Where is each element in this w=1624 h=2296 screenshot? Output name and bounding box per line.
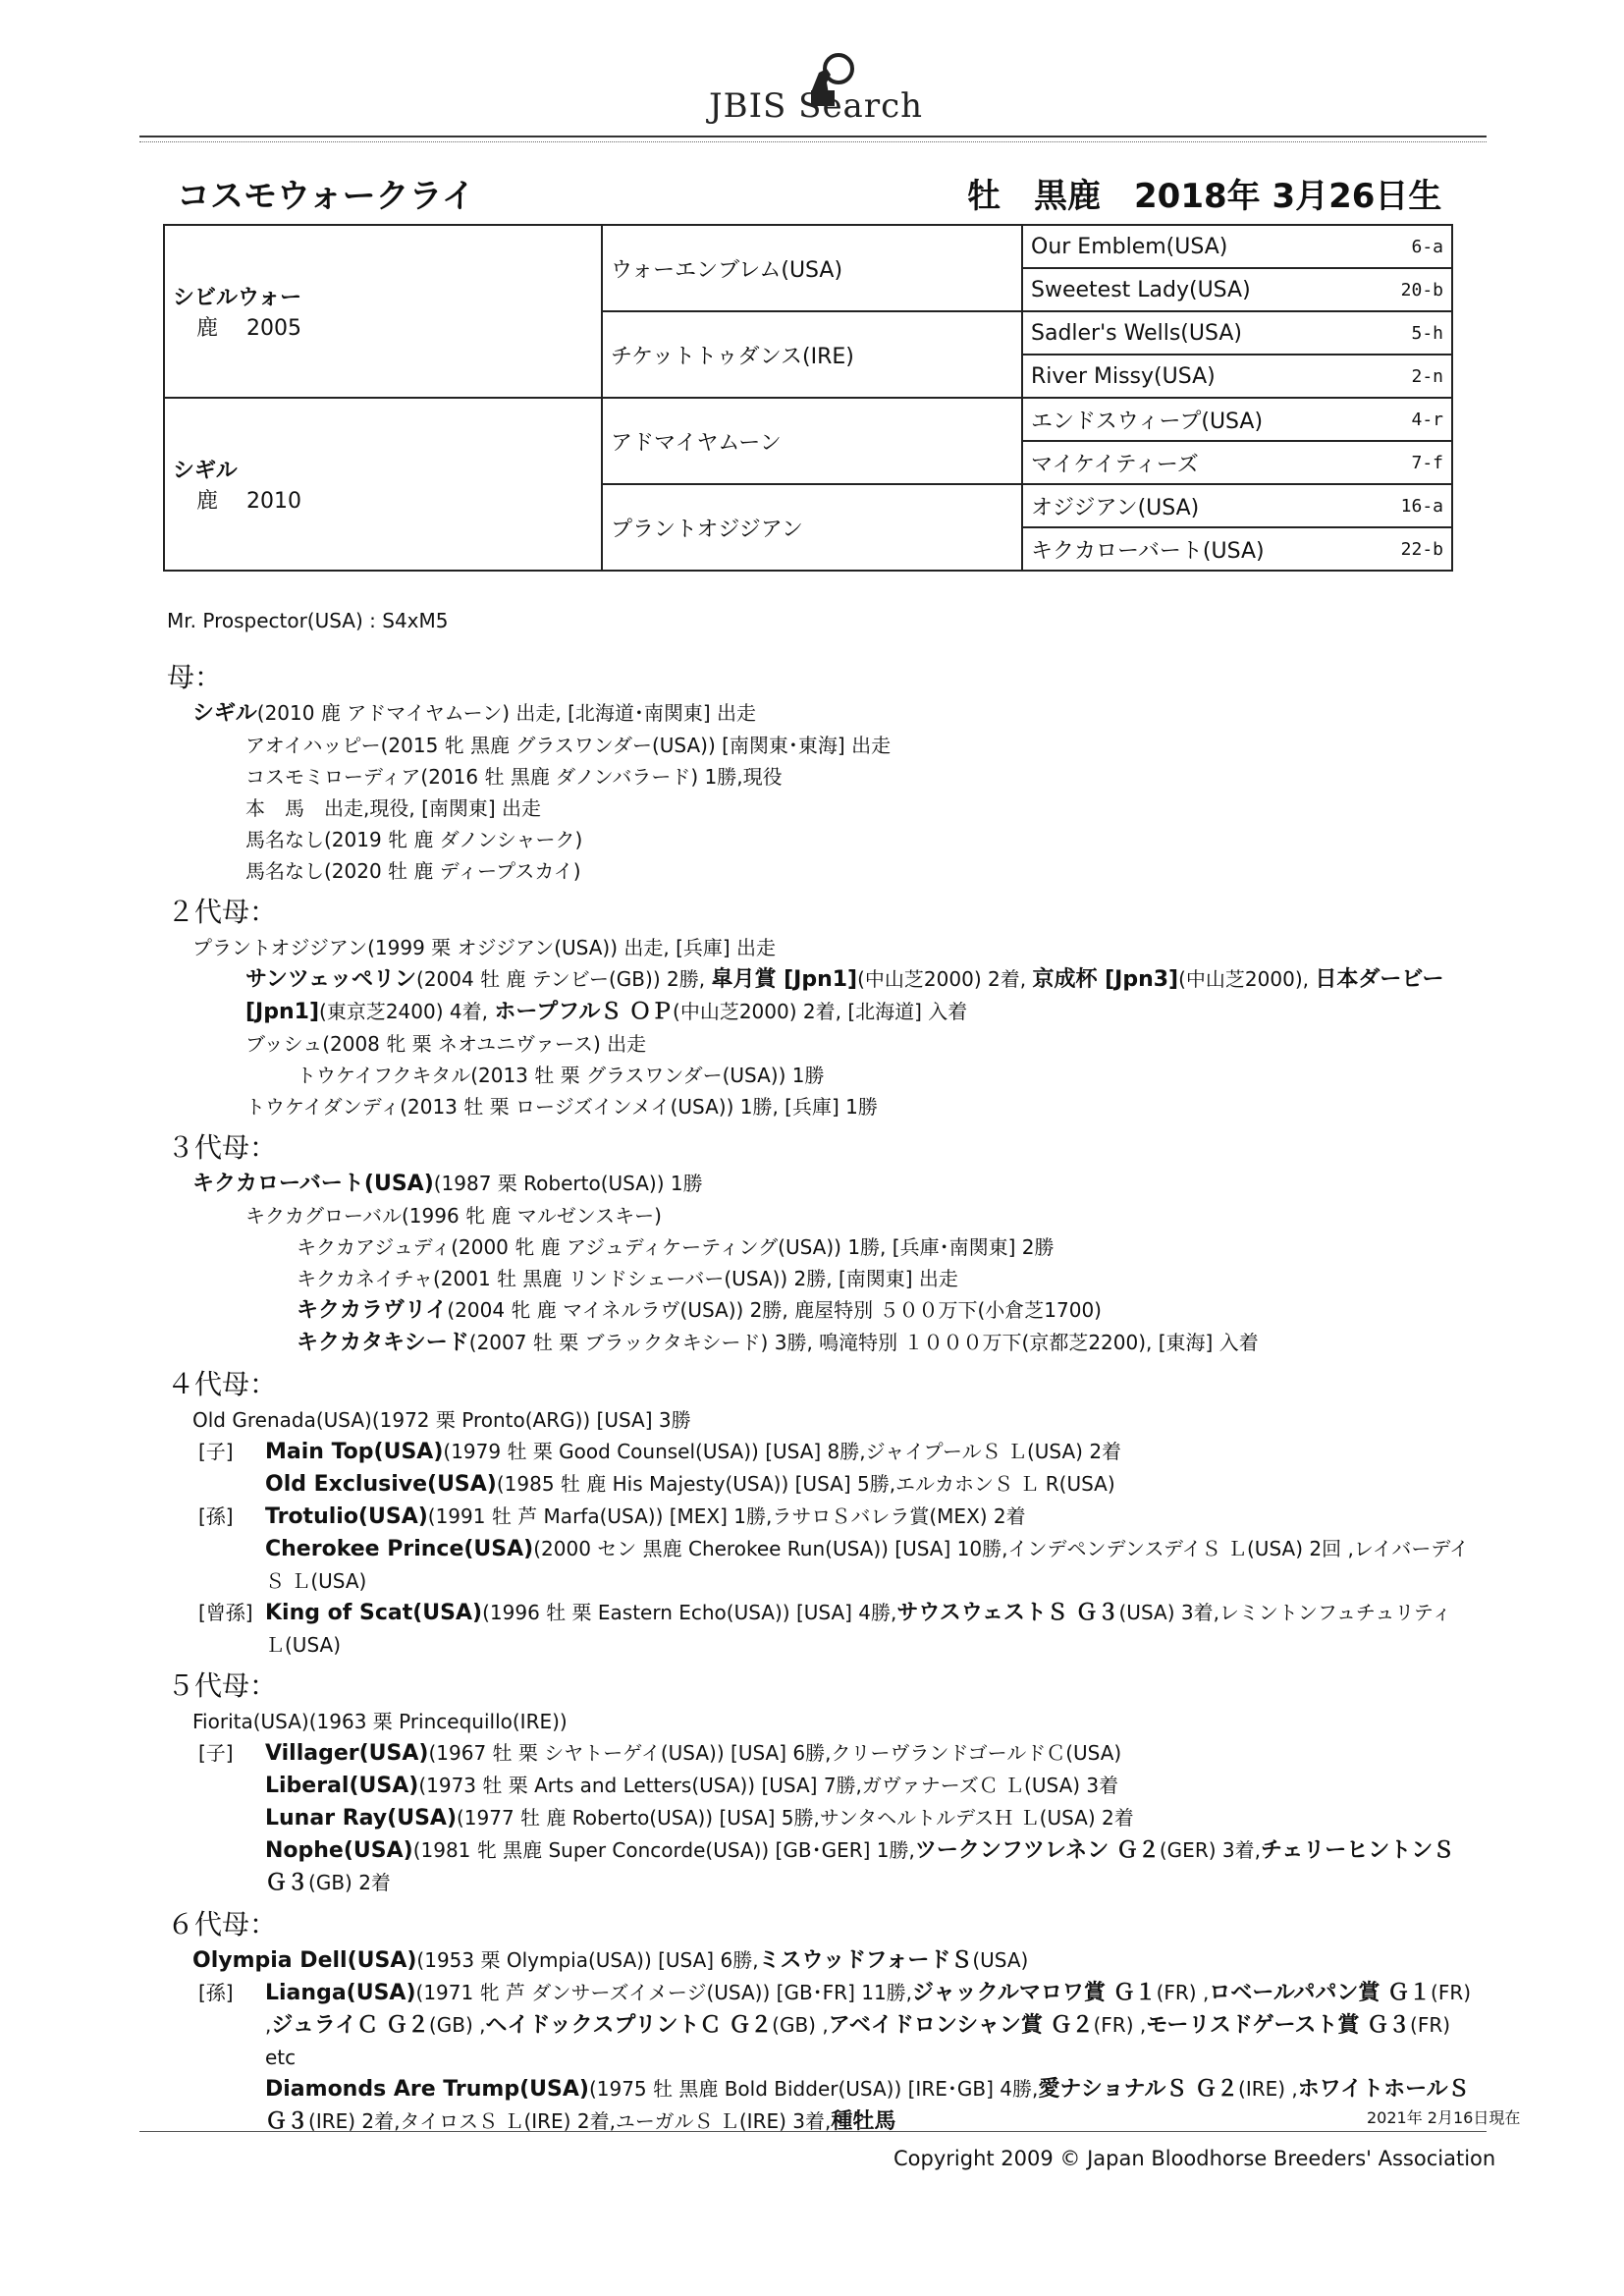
record-text: (1981 牝 黒鹿 Super Concorde(USA)) [GB･GER] 1勝, [412,1838,915,1862]
family-number: 6-a [1411,236,1443,257]
gen3-name: Our Emblem(USA) [1031,234,1228,259]
section-title: ３代母： [167,1131,278,1164]
gen3-cell [1022,355,1452,398]
bold-text: サンツェッペリン [245,967,417,992]
record-text: (FR) , [1156,1981,1210,2004]
record-line [167,932,1473,963]
section-title: ２代母： [167,896,278,928]
record-text: キクカグローバル(1996 牝 鹿 マルゼンスキー) [245,1204,662,1228]
bold-text: ロベールパパン賞 Ｇ１ [1209,1981,1432,2005]
record-line [167,1436,1473,1468]
bold-text: ツークンフツレネン Ｇ２ [914,1838,1160,1863]
record-text: キクカネイチャ(2001 牡 黒鹿 リンドシェーバー(USA)) 2勝, [南関東] 出走 [297,1267,958,1290]
family-number: 2-n [1411,365,1443,387]
record-text: Old Grenada(USA)(1972 栗 Pronto(ARG)) [USA] 3勝 [192,1408,691,1432]
dam-name: シギル [173,459,238,483]
record-text: (1953 栗 Olympia(USA)) [USA] 6勝, [416,1948,759,1972]
record-text: 馬名なし(2019 牝 鹿 ダノンシャーク) [245,828,583,851]
gen3-cell [1022,225,1452,268]
record-text: (2004 牝 鹿 マイネルラヴ(USA)) 2勝, 鹿屋特別 ５００万下(小倉芝1700) [447,1298,1102,1322]
gen2-cell: チケットトゥダンス(IRE) [602,311,1022,398]
gen3-name: キクカローバート(USA) [1031,538,1265,564]
record-text: Fiorita(USA)(1963 栗 Princequillo(IRE)) [192,1710,568,1733]
record-text: トウケイダンディ(2013 牡 栗 ロージズインメイ(USA)) 1勝, [兵庫] 1勝 [245,1095,878,1119]
record-text: (IRE) , [1238,2077,1298,2101]
record-line [167,1168,1473,1200]
record-line [167,730,1473,761]
relation-tag [167,1770,265,1802]
dam-cell [164,398,602,571]
record-text: トウケイフクキタル(2013 牡 栗 グラスワンダー(USA)) 1勝 [297,1064,825,1087]
bold-text: 京成杯 [Jpn3] [1032,967,1179,992]
record-line [167,1977,1473,2073]
record-text: (2000 セン 黒鹿 Cherokee Run(USA)) [USA] 10勝,インデペンデンスデイＳ Ｌ(USA) 2回 ,レイバーデイＳ Ｌ(USA) [265,1537,1469,1593]
record-text: (1985 牡 鹿 His Majesty(USA)) [USA] 5勝,エルカホンＳ Ｌ R(USA) [496,1472,1115,1496]
section-title: 母： [167,661,223,693]
horse-name: コスモウォークライ [177,177,475,216]
bold-text: 日本ダービー [Jpn1] [245,967,1444,1024]
gen3-cell [1022,398,1452,441]
family-number: 7-f [1411,452,1443,473]
section-title: ６代母： [167,1908,278,1941]
section-title: ４代母： [167,1368,278,1400]
relation-tag [167,1802,265,1834]
gen3-cell [1022,441,1452,484]
record-text: (GER) 3着, [1159,1838,1261,1862]
relation-tag: [子] [198,1440,234,1463]
bold-text: King of Scat(USA) [265,1601,483,1625]
bold-text: ホワイトホールＳ Ｇ３ [265,2077,1470,2134]
bold-text: シギル [192,701,257,726]
relation-tag: [曾孫] [198,1601,253,1624]
family-number: 4-r [1411,409,1443,430]
record-text: (中山芝2000) 2着, [857,967,1033,991]
record-line [167,1802,1473,1834]
sire-name: シビルウォー [173,286,302,310]
gen2-cell: ウォーエンブレム(USA) [602,225,1022,311]
record-line [167,761,1473,793]
record-text: (1971 牝 芦 ダンサーズイメージ(USA)) [GB･FR] 11勝, [415,1981,913,2004]
section-title: ５代母： [167,1669,278,1702]
record-text: 本 馬 出走,現役, [南関東] 出走 [245,796,542,820]
record-text: (中山芝2000) 2着, [北海道] 入着 [673,1000,968,1023]
record-line [167,1706,1473,1737]
bold-text: Cherokee Prince(USA) [265,1537,534,1561]
jbis-search-logo [687,49,943,130]
bold-text: キクカローバート(USA) [192,1172,434,1196]
header-rule [139,136,1487,137]
record-text: (1987 栗 Roberto(USA)) 1勝 [433,1172,703,1195]
record-text: (USA) [972,1948,1029,1972]
gen3-cell [1022,311,1452,355]
bold-text: Old Exclusive(USA) [265,1472,497,1497]
relation-tag: [子] [198,1741,234,1765]
record-text: (GB) , [772,2013,829,2037]
record-text: アオイハッピー(2015 牝 黒鹿 グラスワンダー(USA)) [南関東･東海] 出走 [245,734,892,757]
record-text: (1975 牡 黒鹿 Bold Bidder(USA)) [IRE･GB] 4勝, [588,2077,1039,2101]
gen3-name: エンドスウィープ(USA) [1031,409,1264,434]
sire-detail: 鹿 2005 [196,316,301,341]
bold-text: キクカタキシード [297,1331,469,1355]
gen3-name: オジジアン(USA) [1031,495,1200,520]
family-number: 16-a [1400,495,1443,517]
bold-text: Liberal(USA) [265,1774,419,1798]
record-line [167,1770,1473,1802]
record-line [167,1231,1473,1263]
bold-text: ジャックルマロワ賞 Ｇ１ [912,1981,1157,2005]
record-text: (FR) , [265,1981,1472,2037]
record-text: 馬名なし(2020 牡 鹿 ディープスカイ) [245,859,581,883]
dam-detail: 鹿 2010 [196,489,301,514]
record-line [167,824,1473,855]
family-number: 22-b [1400,538,1443,560]
record-text: (1991 牡 芦 Marfa(USA)) [MEX] 1勝,ラサロＳバレラ賞(MEX) 2着 [427,1504,1026,1528]
gen3-name: マイケイティーズ [1031,452,1199,477]
record-text: (FR) etc [265,2013,1451,2069]
pedigree-table [163,224,1453,572]
record-line [167,1091,1473,1122]
record-text: (2004 牡 鹿 テンビー(GB)) 2勝, [416,967,712,991]
bold-text: 皐月賞 [Jpn1] [711,967,858,992]
family-record [167,652,1473,2138]
record-line [167,1060,1473,1091]
record-line [167,963,1473,1028]
record-line [167,1294,1473,1327]
relation-tag [167,1468,265,1501]
bold-text: Trotulio(USA) [265,1504,428,1529]
bold-text: ミスウッドフォードＳ [758,1948,973,1973]
relation-tag: [孫] [198,1981,234,2004]
gen3-cell [1022,484,1452,527]
bold-text: ヘイドックスプリントＣ Ｇ２ [485,2013,773,2038]
relation-tag [167,1533,265,1597]
record-text: (GB) 2着 [308,1871,391,1894]
bold-text: アベイドロンシャン賞 Ｇ２ [828,2013,1094,2038]
record-line [167,1263,1473,1294]
record-line [167,1404,1473,1436]
bold-text: ジュライＣ Ｇ２ [271,2013,429,2038]
record-line [167,1028,1473,1060]
header-rule-dotted [139,141,1487,142]
record-text: (1979 牡 栗 Good Counsel(USA)) [USA] 8勝,ジャイプールＳ Ｌ(USA) 2着 [443,1440,1122,1463]
record-line [167,793,1473,824]
record-line [167,1501,1473,1533]
record-text: (1967 牡 栗 シヤトーゲイ(USA)) [USA] 6勝,クリーヴランドゴールドＣ(USA) [428,1741,1122,1765]
record-line [167,855,1473,887]
record-line [167,1944,1473,1977]
bold-text: Lunar Ray(USA) [265,1806,457,1831]
relation-tag [167,1834,265,1899]
bold-text: 愛ナショナルＳ Ｇ２ [1038,2077,1239,2102]
record-line [167,1200,1473,1231]
bold-text: チェリーヒントンＳ Ｇ３ [265,1838,1455,1895]
bold-text: Main Top(USA) [265,1440,444,1464]
gen3-cell [1022,268,1452,311]
bold-text: Diamonds Are Trump(USA) [265,2077,589,2102]
record-text: プラントオジジアン(1999 栗 オジジアン(USA)) 出走, [兵庫] 出走 [192,936,777,959]
record-line [167,1737,1473,1770]
record-line [167,1597,1473,1661]
record-line [167,1468,1473,1501]
record-text: (中山芝2000), [1178,967,1316,991]
gen2-cell: プラントオジジアン [602,484,1022,571]
record-text: (1973 牡 栗 Arts and Letters(USA)) [USA] 7勝,ガヴァナーズＣ Ｌ(USA) 3着 [418,1774,1119,1797]
record-line [167,697,1473,730]
gen3-name: Sadler's Wells(USA) [1031,320,1242,346]
record-text: (2007 牡 栗 ブラックタキシード) 3勝, 鳴滝特別 １０００万下(京都芝2200), [東海] 入着 [468,1331,1259,1354]
record-line [167,2073,1473,2138]
footer-rule [139,2131,1487,2132]
gen2-cell: アドマイヤムーン [602,398,1022,484]
bold-text: ホープフルＳ ＯＰ [494,1000,674,1024]
bold-text: キクカラヴリイ [297,1298,448,1323]
bold-text: Lianga(USA) [265,1981,416,2005]
record-line [167,1327,1473,1359]
record-text: ブッシュ(2008 牝 栗 ネオユニヴァース) 出走 [245,1032,647,1056]
relation-tag: [孫] [198,1504,234,1528]
gen3-name: Sweetest Lady(USA) [1031,277,1251,302]
gen3-cell [1022,527,1452,571]
gen3-name: River Missy(USA) [1031,363,1216,389]
record-text: (2010 鹿 アドマイヤムーン) 出走, [北海道･南関東] 出走 [256,701,757,725]
record-text: (1996 牡 栗 Eastern Echo(USA)) [USA] 4勝, [482,1601,897,1624]
bold-text: Olympia Dell(USA) [192,1948,417,1973]
record-text: キクカアジュディ(2000 牝 鹿 アジュディケーティング(USA)) 1勝, [兵庫･南関東] 2勝 [297,1235,1055,1259]
family-number: 20-b [1400,279,1443,301]
bold-text: Villager(USA) [265,1741,429,1766]
record-text: (1977 牡 鹿 Roberto(USA)) [USA] 5勝,サンタヘルトルデスＨ Ｌ(USA) 2着 [457,1806,1134,1830]
record-text: (USA) 3着,レミントンフュチュリティ Ｌ(USA) [265,1601,1452,1657]
copyright: Copyright 2009 © Japan Bloodhorse Breeders' Association [893,2147,1496,2170]
family-number: 5-h [1411,322,1443,344]
logo-text: JBIS Search [709,86,924,126]
as-of-date: 2021年 2月16日現在 [1367,2108,1521,2127]
record-text: (IRE) 2着,タイロスＳ Ｌ(IRE) 2着,ユーガルＳ Ｌ(IRE) 3着, [308,2109,832,2133]
sire-cell [164,225,602,398]
record-text: (GB) , [428,2013,486,2037]
relation-tag [167,2073,265,2138]
record-line [167,1834,1473,1899]
record-text: (FR) , [1093,2013,1147,2037]
bold-text: モーリスドゲースト賞 Ｇ３ [1146,2013,1411,2038]
bold-text: Nophe(USA) [265,1838,413,1863]
record-text: コスモミローディア(2016 牡 黒鹿 ダノンバラード) 1勝,現役 [245,765,783,789]
record-line [167,1533,1473,1597]
horse-info: 牡 黒鹿 2018年 3月26日生 [967,177,1442,216]
record-text: (東京芝2400) 4着, [319,1000,495,1023]
bold-text: サウスウェストＳ Ｇ３ [896,1601,1119,1625]
inbreeding-note: Mr. Prospector(USA) : S4xM5 [167,609,449,632]
bold-text: 種牡馬 [831,2109,896,2134]
